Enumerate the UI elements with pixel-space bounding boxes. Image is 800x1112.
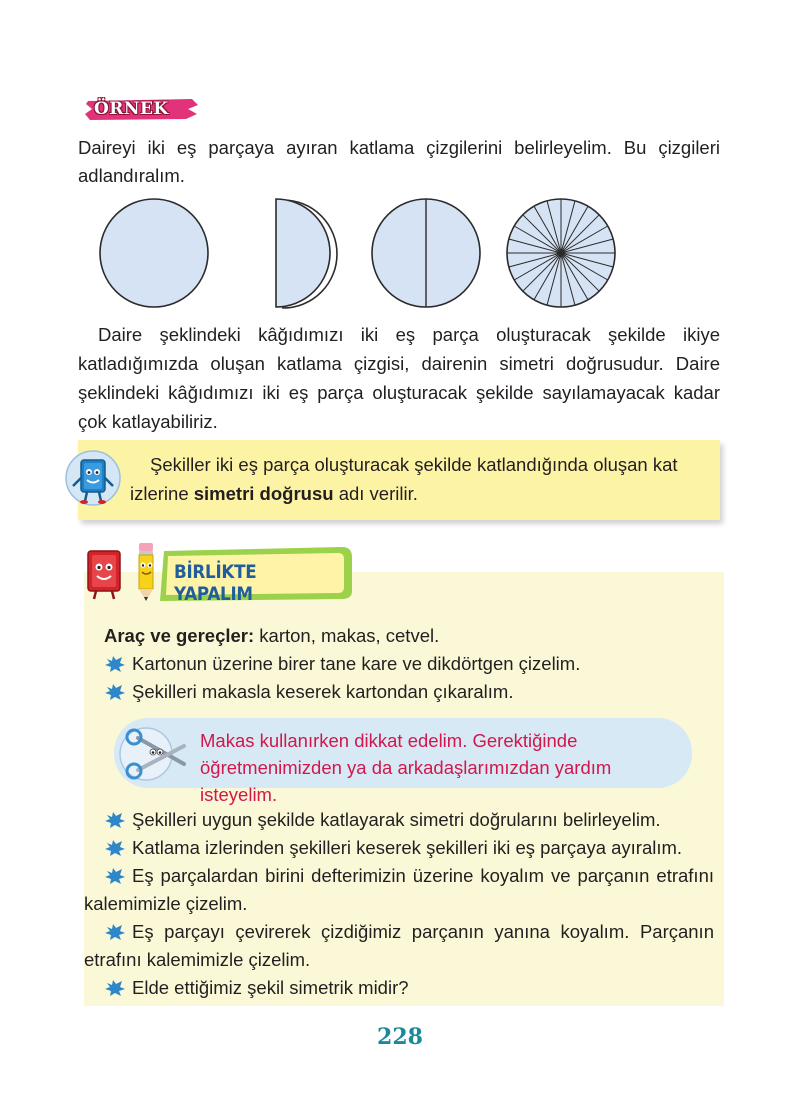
activity-title: BİRLİKTE YAPALIM [174, 561, 257, 605]
step-item: Eş parçayı çevirerek çizdiğimiz parçanın yanına koyalım. Parçanın etrafını kalemimizle çizelim. [84, 921, 714, 970]
step-item: Eş parçalardan birini defterimizin üzerine koyalım ve parçanın etrafını kalemimizle çizelim. [84, 865, 714, 914]
bullet-splash-icon [104, 977, 126, 995]
bullet-splash-icon [104, 681, 126, 699]
step-item: Kartonun üzerine birer tane kare ve dikdörtgen çizelim. [104, 650, 714, 678]
materials-line [104, 622, 439, 650]
pencil-mascot-icon [130, 541, 164, 603]
step-list-b [84, 806, 714, 1002]
example-badge-label: ÖRNEK [94, 99, 169, 119]
circle-with-symmetry-line [372, 199, 480, 307]
warning-text: Makas kullanırken dikkat edelim. Gerektiğinde öğretmenimizden ya da arkadaşlarımızdan yardım isteyelim. [200, 730, 612, 805]
definition-term: simetri doğrusu [193, 483, 334, 504]
scissors-icon [118, 724, 192, 784]
folded-half-circle [276, 199, 337, 308]
definition-text-part2: adı verilir. [333, 483, 418, 504]
bullet-splash-icon [104, 653, 126, 671]
step-item: Elde ettiğimiz şekil simetrik midir? [84, 974, 714, 1002]
page-number: 228 [377, 1024, 423, 1050]
bullet-splash-icon [104, 865, 126, 883]
step-item: Şekilleri uygun şekilde katlayarak simetri doğrularını belirleyelim. [84, 806, 714, 834]
definition-note [78, 440, 720, 520]
example-intro: Daireyi iki eş parçaya ayıran katlama çizgilerini belirleyelim. Bu çizgileri adlandıralım. [78, 137, 720, 186]
circles-illustration [96, 196, 626, 312]
activity-title-tab [94, 541, 356, 605]
full-circle [100, 199, 208, 307]
materials-list: karton, makas, cetvel. [254, 625, 440, 646]
book-mascot-icon [64, 448, 122, 508]
bullet-splash-icon [104, 921, 126, 939]
step-list-a [104, 650, 714, 706]
step-item: Katlama izlerinden şekilleri keserek şekilleri iki eş parçaya ayıralım. [84, 834, 714, 862]
example-badge [84, 96, 200, 122]
definition-text [130, 450, 710, 508]
scissors-warning [114, 718, 692, 805]
book-mascot-icon [82, 547, 128, 603]
circle-with-many-symmetry-lines [507, 199, 615, 307]
bullet-splash-icon [104, 809, 126, 827]
example-explanation: Daire şeklindeki kâğıdımızı iki eş parça oluşturacak şekilde ikiye katladığımızda oluşan katlama çizgisi, dairenin simetri doğrusudur. Daire şeklindeki kâğıdımızı iki eş parça oluşturacak şekilde sayılamayacak kadar çok katlayabiliriz. [78, 324, 720, 432]
materials-label: Araç ve gereçler: [104, 625, 255, 646]
definition-text-part1: Şekiller iki eş parça oluşturacak şekilde katlandığında oluşan kat izlerine [130, 454, 678, 504]
step-item: Şekilleri makasla keserek kartondan çıkaralım. [104, 678, 714, 706]
bullet-splash-icon [104, 837, 126, 855]
